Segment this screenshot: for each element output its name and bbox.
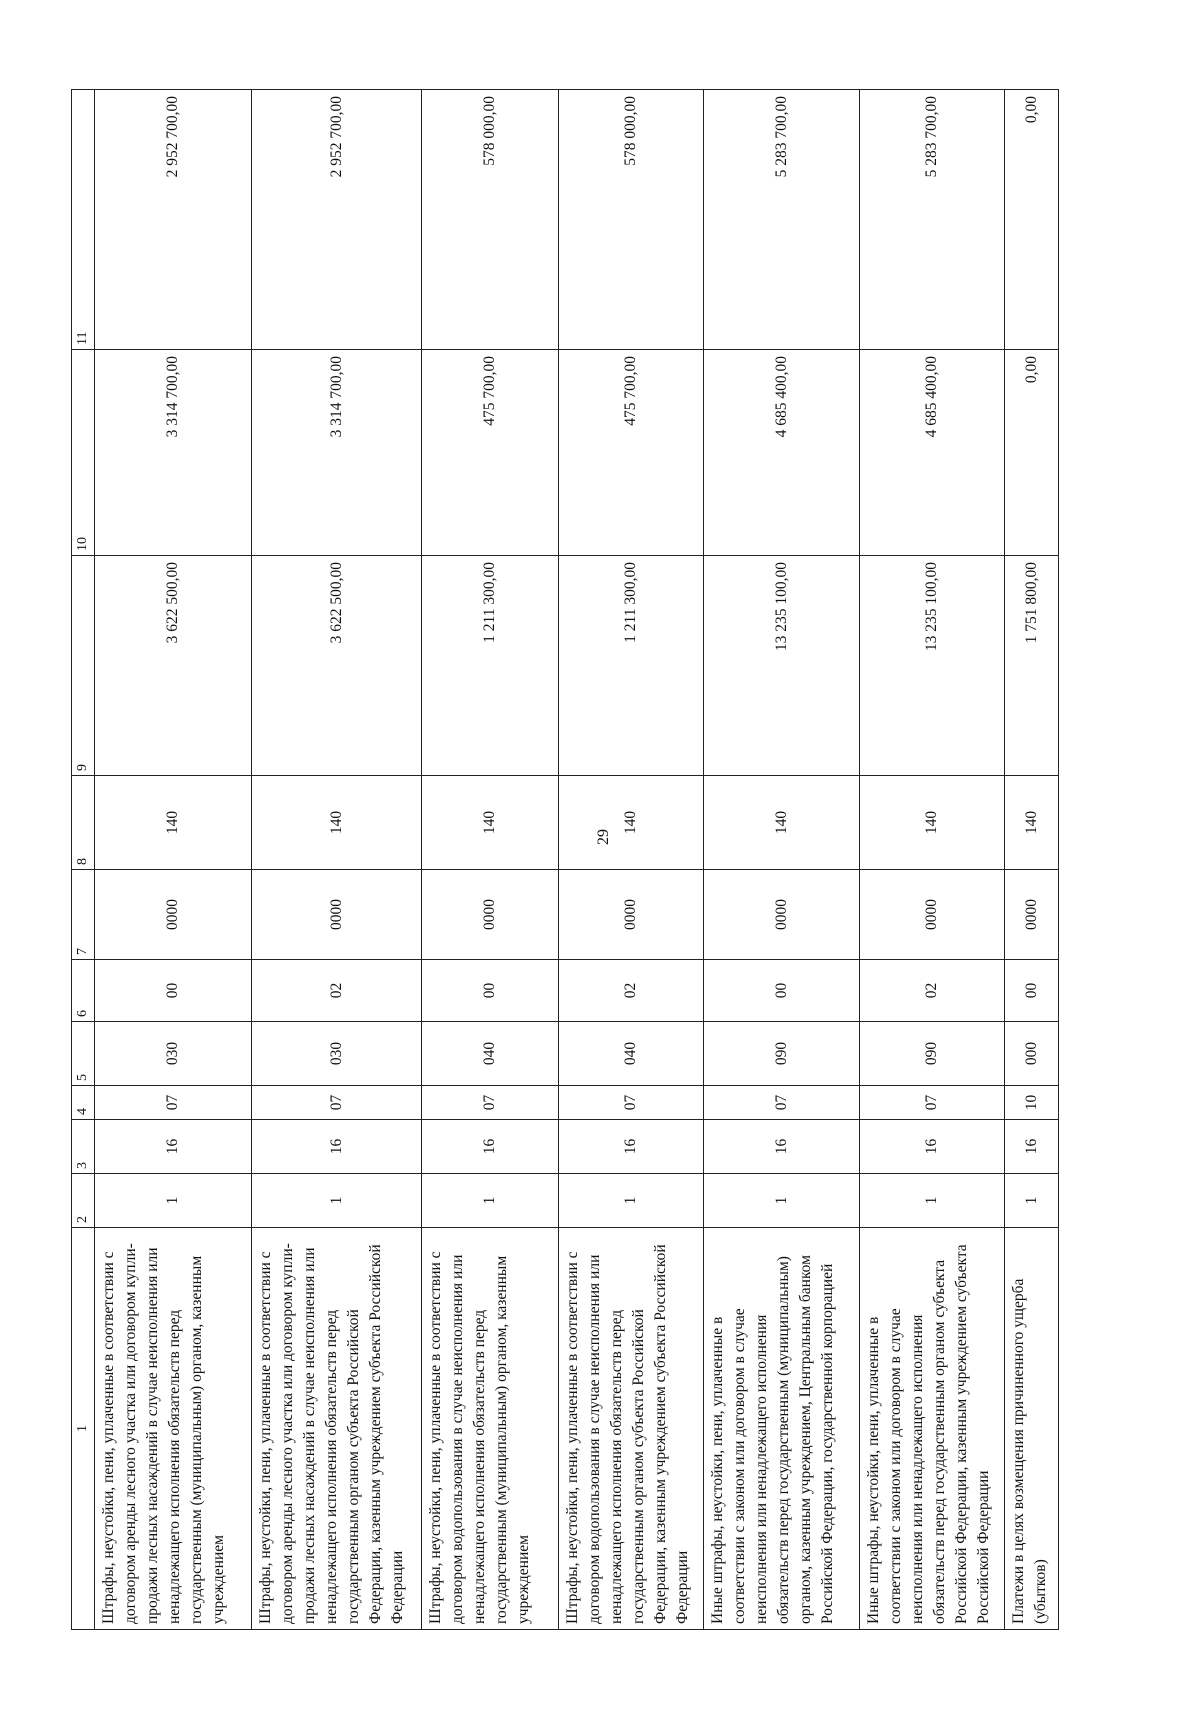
cell-c2: 1	[558, 1174, 704, 1228]
cell-c11: 5 283 700,00	[704, 90, 859, 350]
cell-c8: 140	[704, 776, 859, 870]
cell-c10: 0,00	[1005, 350, 1059, 556]
header-col-5: 5	[72, 1022, 95, 1086]
cell-c3: 16	[1005, 1120, 1059, 1174]
row-description: Штрафы, неустойки, пени, уплаченные в соответствии с договором водопользования в случае неисполнения или ненадлежащего исполнения обязательств перед государственным (муниципальным) органом, казенным учреждением	[422, 1228, 558, 1630]
cell-c7: 0000	[95, 870, 252, 960]
cell-c7: 0000	[859, 870, 1005, 960]
cell-c2: 1	[95, 1174, 252, 1228]
cell-c5: 090	[704, 1022, 859, 1086]
cell-c10: 4 685 400,00	[704, 350, 859, 556]
cell-c3: 16	[859, 1120, 1005, 1174]
cell-c10: 3 314 700,00	[95, 350, 252, 556]
header-col-7: 7	[72, 870, 95, 960]
cell-c8: 140	[252, 776, 422, 870]
row-description: Штрафы, неустойки, пени, уплаченные в соответствии с договором аренды лесного участка или договором купли-продажи лесных насаждений в случае неисполнения или ненадлежащего исполнения обязательств перед государственным (муниципальным) органом, казенным учреждением	[95, 1228, 252, 1630]
revenue-table	[71, 89, 1059, 1630]
table-row	[95, 90, 252, 1630]
revenue-table-container	[71, 90, 1059, 1630]
header-col-2: 2	[72, 1174, 95, 1228]
cell-c9: 1 751 800,00	[1005, 556, 1059, 776]
cell-c6: 02	[558, 960, 704, 1022]
cell-c8: 140	[558, 776, 704, 870]
header-row	[72, 90, 95, 1630]
cell-c7: 0000	[252, 870, 422, 960]
cell-c2: 1	[859, 1174, 1005, 1228]
table-row	[252, 90, 422, 1630]
cell-c11: 2 952 700,00	[95, 90, 252, 350]
cell-c11: 578 000,00	[558, 90, 704, 350]
cell-c5: 000	[1005, 1022, 1059, 1086]
cell-c4: 07	[252, 1086, 422, 1120]
cell-c11: 5 283 700,00	[859, 90, 1005, 350]
cell-c8: 140	[859, 776, 1005, 870]
cell-c4: 07	[558, 1086, 704, 1120]
cell-c9: 1 211 300,00	[422, 556, 558, 776]
cell-c9: 3 622 500,00	[252, 556, 422, 776]
cell-c2: 1	[422, 1174, 558, 1228]
header-col-6: 6	[72, 960, 95, 1022]
cell-c11: 578 000,00	[422, 90, 558, 350]
cell-c6: 00	[95, 960, 252, 1022]
cell-c5: 030	[95, 1022, 252, 1086]
cell-c5: 040	[422, 1022, 558, 1086]
row-description: Иные штрафы, неустойки, пени, уплаченные в соответствии с законом или договором в случае неисполнения или ненадлежащего исполнения обязательств перед государственным органом субъекта Российской Федерации, казенным учреждением субъекта Российской Федерации	[859, 1228, 1005, 1630]
cell-c10: 4 685 400,00	[859, 350, 1005, 556]
cell-c11: 2 952 700,00	[252, 90, 422, 350]
cell-c4: 07	[704, 1086, 859, 1120]
cell-c10: 475 700,00	[558, 350, 704, 556]
header-col-10: 10	[72, 350, 95, 556]
row-description: Штрафы, неустойки, пени, уплаченные в соответствии с договором аренды лесного участка или договором купли-продажи лесных насаждений в случае неисполнения или ненадлежащего исполнения обязательств перед государственным органом субъекта Российской Федерации, казенным учреждением субъекта Российской Федерации	[252, 1228, 422, 1630]
cell-c5: 090	[859, 1022, 1005, 1086]
cell-c6: 00	[422, 960, 558, 1022]
cell-c2: 1	[704, 1174, 859, 1228]
cell-c3: 16	[704, 1120, 859, 1174]
cell-c5: 040	[558, 1022, 704, 1086]
header-col-11: 11	[72, 90, 95, 350]
cell-c11: 0,00	[1005, 90, 1059, 350]
cell-c5: 030	[252, 1022, 422, 1086]
cell-c3: 16	[558, 1120, 704, 1174]
cell-c7: 0000	[704, 870, 859, 960]
cell-c10: 475 700,00	[422, 350, 558, 556]
header-col-3: 3	[72, 1120, 95, 1174]
row-description: Иные штрафы, неустойки, пени, уплаченные в соответствии с законом или договором в случае неисполнения или ненадлежащего исполнения обязательств перед государственным (муниципальным) органом, казенным учреждением, Центральным банком Российской Федерации, государственной корпорацией	[704, 1228, 859, 1630]
cell-c8: 140	[422, 776, 558, 870]
cell-c6: 00	[704, 960, 859, 1022]
cell-c3: 16	[95, 1120, 252, 1174]
cell-c9: 3 622 500,00	[95, 556, 252, 776]
table-row	[704, 90, 859, 1630]
cell-c2: 1	[252, 1174, 422, 1228]
header-col-4: 4	[72, 1086, 95, 1120]
cell-c6: 02	[859, 960, 1005, 1022]
header-col-8: 8	[72, 776, 95, 870]
cell-c7: 0000	[422, 870, 558, 960]
cell-c9: 1 211 300,00	[558, 556, 704, 776]
row-description: Штрафы, неустойки, пени, уплаченные в соответствии с договором водопользования в случае неисполнения или ненадлежащего исполнения обязательств перед государственным органом субъекта Российской Федерации, казенным учреждением субъекта Российской Федерации	[558, 1228, 704, 1630]
cell-c3: 16	[422, 1120, 558, 1174]
cell-c8: 140	[95, 776, 252, 870]
cell-c7: 0000	[1005, 870, 1059, 960]
cell-c9: 13 235 100,00	[859, 556, 1005, 776]
cell-c7: 0000	[558, 870, 704, 960]
cell-c4: 07	[95, 1086, 252, 1120]
cell-c9: 13 235 100,00	[704, 556, 859, 776]
cell-c2: 1	[1005, 1174, 1059, 1228]
table-row	[859, 90, 1005, 1630]
row-description: Платежи в целях возмещения причиненного ущерба (убытков)	[1005, 1228, 1059, 1630]
table-row	[422, 90, 558, 1630]
cell-c4: 07	[859, 1086, 1005, 1120]
cell-c6: 00	[1005, 960, 1059, 1022]
cell-c8: 140	[1005, 776, 1059, 870]
cell-c6: 02	[252, 960, 422, 1022]
cell-c3: 16	[252, 1120, 422, 1174]
table-row	[558, 90, 704, 1630]
table-row	[1005, 90, 1059, 1630]
header-col-1: 1	[72, 1228, 95, 1630]
header-col-9: 9	[72, 556, 95, 776]
cell-c10: 3 314 700,00	[252, 350, 422, 556]
page-number: 29	[595, 829, 612, 845]
cell-c4: 07	[422, 1086, 558, 1120]
cell-c4: 10	[1005, 1086, 1059, 1120]
